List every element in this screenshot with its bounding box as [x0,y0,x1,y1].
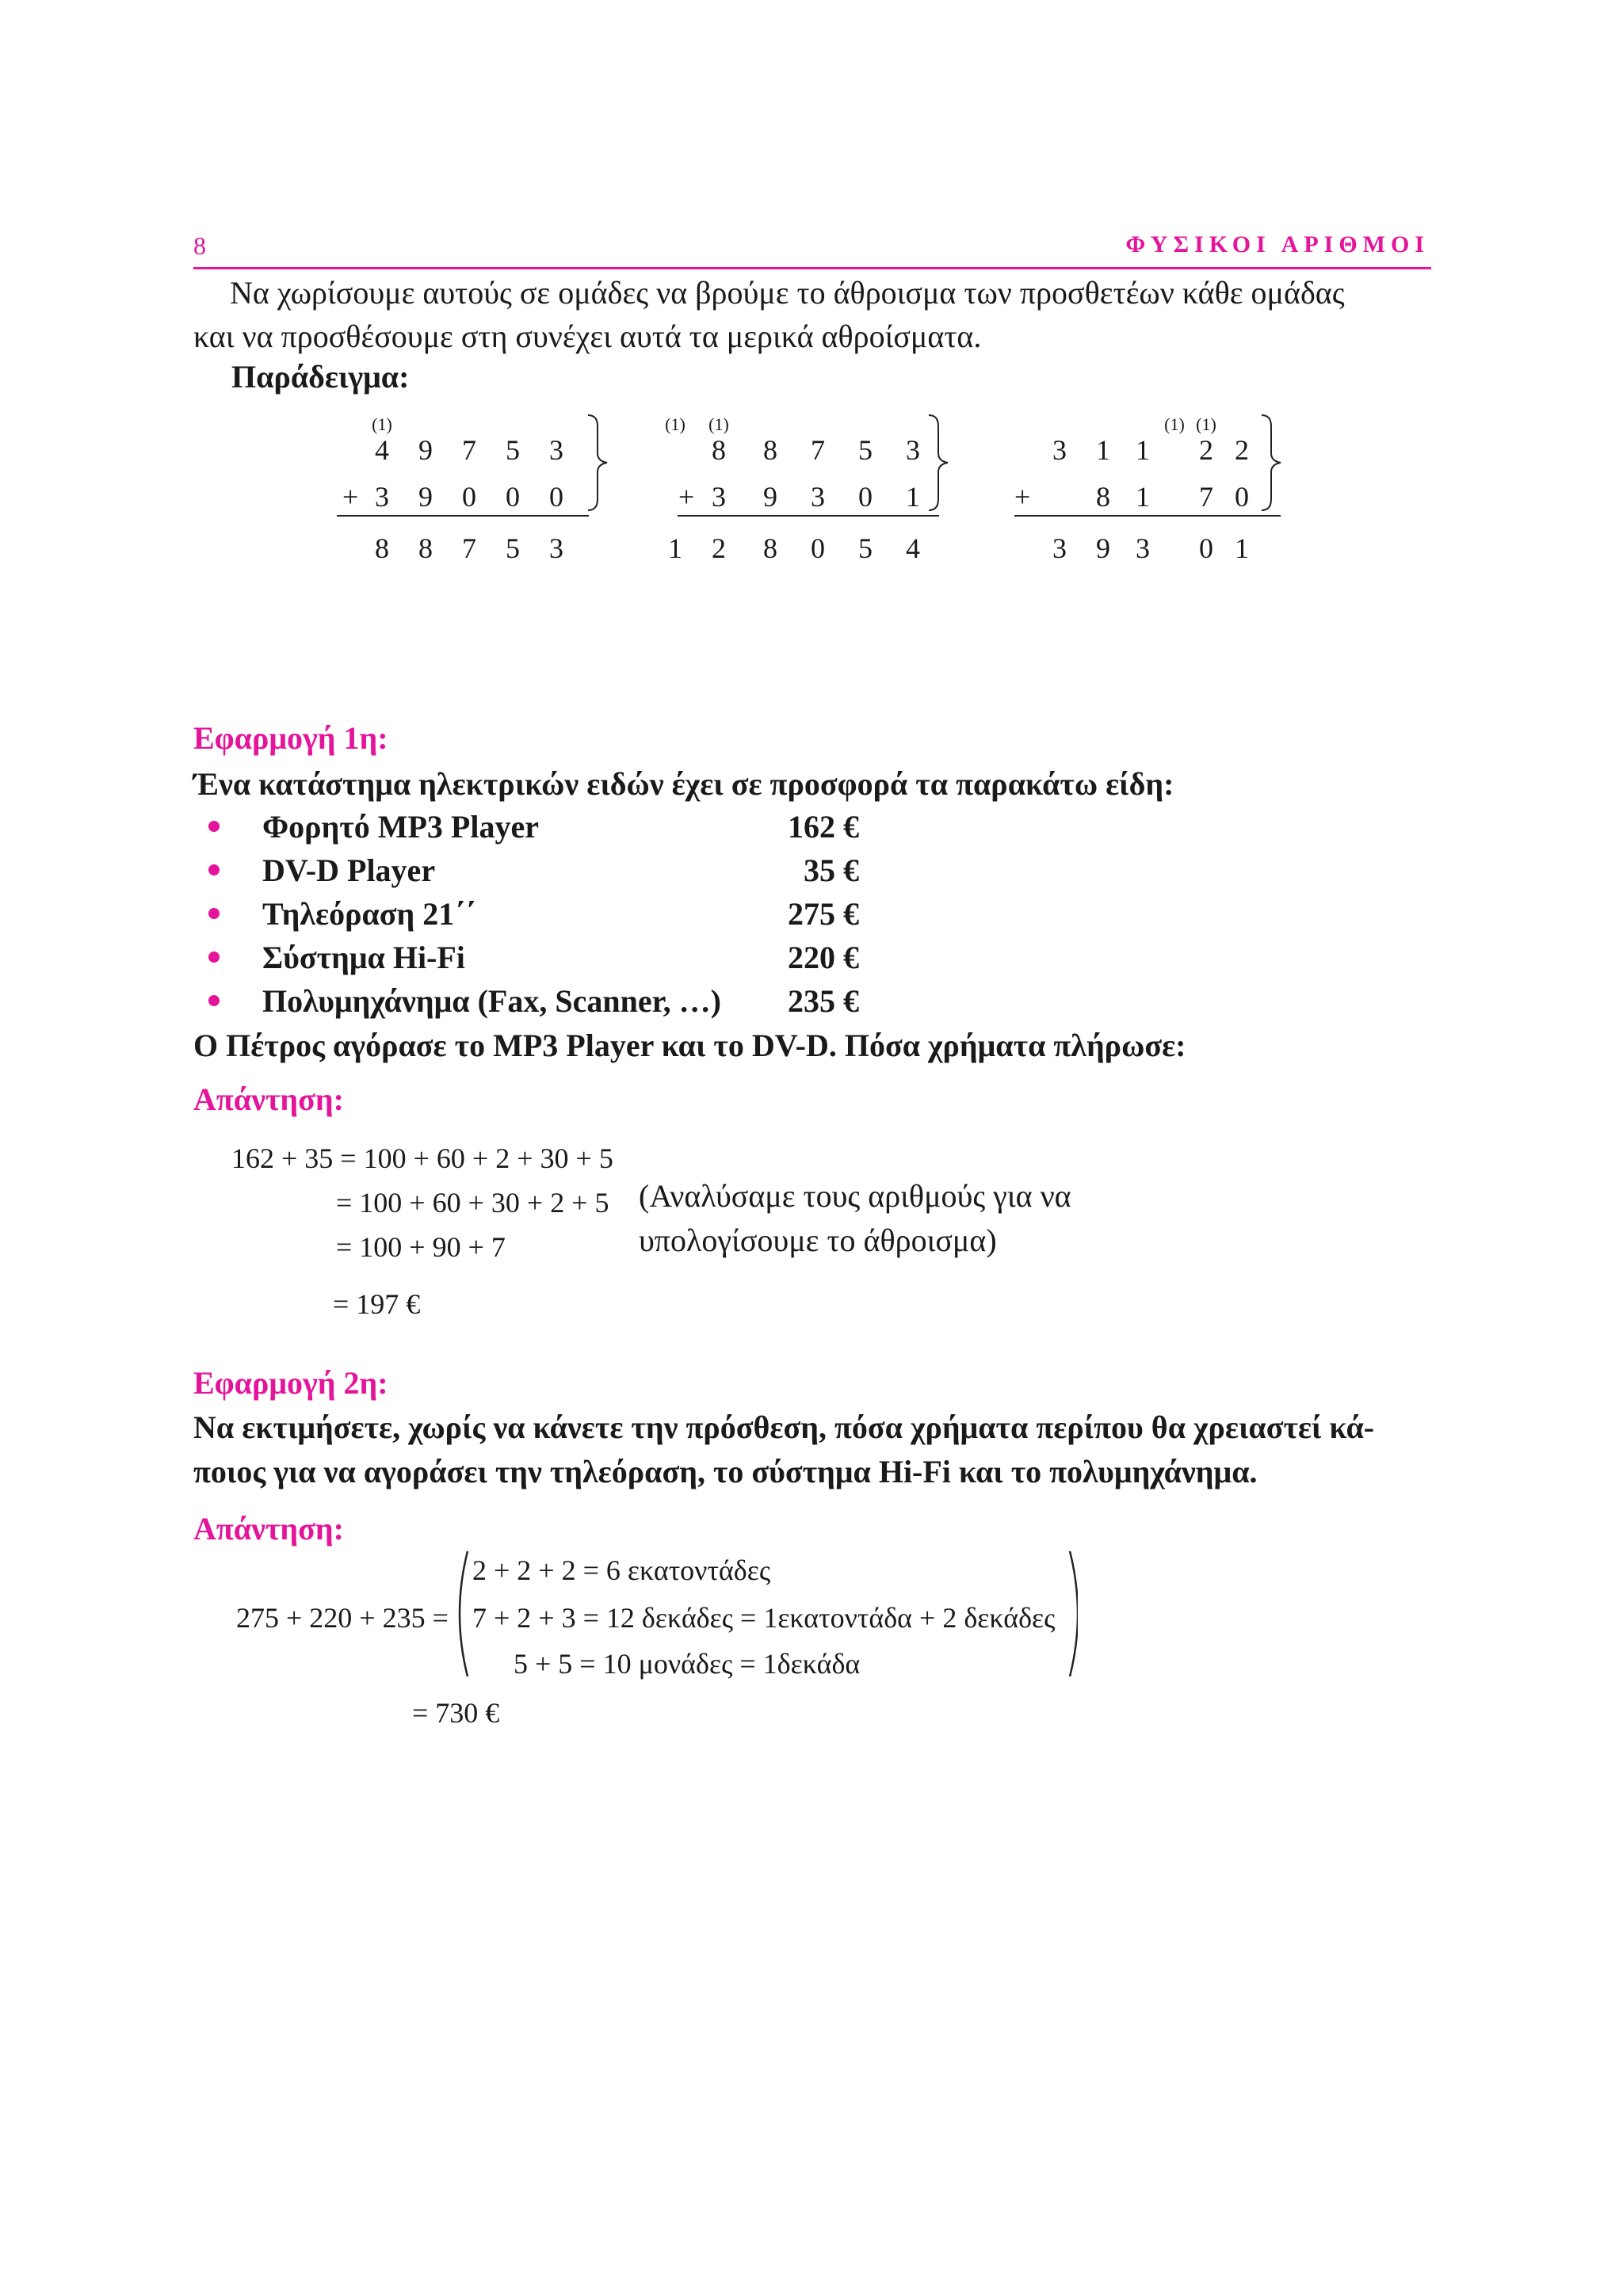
item-name: DV-D Player [262,852,436,888]
item-name: Σύστημα Hi-Fi [262,940,465,975]
addend-digit: 3 [549,434,563,466]
app2-lhs: 275 + 220 + 235 = [236,1602,449,1634]
addend-digit: 7 [462,434,476,466]
page-number: 8 [193,231,206,260]
item-name: Πολυμηχάνημα (Fax, Scanner, …) [262,983,721,1019]
sum-digit: 3 [549,532,563,564]
sum-digit: 8 [418,532,433,564]
carry-mark: (1) [372,414,392,434]
brace-icon [926,412,957,515]
bullet-icon [208,995,220,1006]
item-price: 162 € [788,809,859,845]
item-price: 275 € [788,896,859,932]
carry-mark: (1) [1164,414,1185,434]
addend-digit: 1 [1136,434,1150,466]
addend-digit: 5 [858,434,873,466]
item-name: Φορητό MP3 Player [262,809,539,845]
math-line: = 100 + 60 + 30 + 2 + 5 [336,1187,609,1219]
addend-digit: 9 [418,434,433,466]
addend-digit: 3 [906,434,920,466]
sum-digit: 2 [712,532,726,564]
app2-task-line-1: Να εκτιμήσετε, χωρίς να κάνετε την πρόσθεση, πόσα χρήματα περίπου θα χρειαστεί κά- [193,1409,1375,1445]
addend-digit: 1 [906,481,920,513]
item-price: 235 € [788,983,859,1019]
item-name: Τηλεόραση 21΄΄ [262,896,475,932]
sum-digit: 1 [1235,532,1249,564]
brace-icon [1258,412,1290,515]
sum-digit: 5 [506,532,520,564]
carry-mark: (1) [708,414,729,434]
example-label: Παράδειγμα: [231,359,410,395]
math-result: = 197 € [333,1288,421,1320]
math-line: 162 + 35 = 100 + 60 + 2 + 30 + 5 [231,1142,613,1174]
app1-question: Ο Πέτρος αγόρασε το MP3 Player και το DV-D. Πόσα χρήματα πλήρωσε: [193,1028,1186,1063]
app2-row: 7 + 2 + 3 = 12 δεκάδες = 1εκατοντάδα + 2 δεκάδες [472,1602,1056,1634]
sum-digit: 0 [811,532,825,564]
bullet-icon [208,952,220,963]
sum-digit: 5 [858,532,873,564]
brace-icon [585,412,617,515]
app2-heading: Εφαρμογή 2η: [193,1365,388,1401]
math-line: = 100 + 90 + 7 [336,1231,506,1263]
sum-digit: 0 [1199,532,1213,564]
addend-digit: 8 [712,434,726,466]
sum-digit: 1 [668,532,682,564]
sum-digit: 9 [1096,532,1110,564]
addend-digit: 2 [1199,434,1213,466]
item-price: 35 € [804,852,859,888]
addend-digit: 8 [763,434,777,466]
chapter-title: ΦΥΣΙΚΟΙ ΑΡΙΘΜΟΙ [1125,231,1430,257]
addend-digit: 3 [375,481,389,513]
carry-mark: (1) [665,414,685,434]
addend-digit: 0 [462,481,476,513]
plus-sign: + [1014,481,1031,513]
sum-digit: 7 [462,532,476,564]
bullet-icon [208,821,220,832]
addend-digit: 1 [1096,434,1110,466]
addend-digit: 7 [1199,481,1213,513]
plus-sign: + [678,481,695,513]
addend-digit: 9 [763,481,777,513]
addend-digit: 5 [506,434,520,466]
app1-task: Ένα κατάστημα ηλεκτρικών ειδών έχει σε προσφορά τα παρακάτω είδη: [193,766,1174,802]
addend-digit: 0 [858,481,873,513]
addend-digit: 9 [418,481,433,513]
app2-row: 5 + 5 = 10 μονάδες = 1δεκάδα [514,1648,861,1680]
addend-digit: 3 [811,481,825,513]
sum-digit: 8 [375,532,389,564]
addend-digit: 4 [375,434,389,466]
app2-row: 2 + 2 + 2 = 6 εκατοντάδες [472,1554,771,1586]
note-line-2: υπολογίσουμε το άθροισμα) [639,1222,997,1258]
addend-digit: 3 [1052,434,1067,466]
item-price: 220 € [788,940,859,975]
addend-digit: 7 [811,434,825,466]
app1-heading: Εφαρμογή 1η: [193,720,388,756]
sum-digit: 3 [1052,532,1067,564]
app2-task-line-2: ποιος για να αγοράσει την τηλεόραση, το σύστημα Hi-Fi και το πολυμηχάνημα. [193,1454,1258,1489]
bullet-icon [208,908,220,919]
app1-answer-label: Απάντηση: [193,1081,344,1117]
header-rule [193,267,1431,269]
plus-sign: + [342,481,359,513]
addend-digit: 3 [712,481,726,513]
sum-digit: 4 [906,532,920,564]
addend-digit: 1 [1136,481,1150,513]
sum-line [678,515,939,517]
addend-digit: 2 [1235,434,1249,466]
sum-digit: 3 [1136,532,1150,564]
app2-result: = 730 € [412,1697,500,1729]
addend-digit: 0 [1235,481,1249,513]
sum-digit: 8 [763,532,777,564]
sum-line [1014,515,1281,517]
addend-digit: 8 [1096,481,1110,513]
addend-digit: 0 [506,481,520,513]
note-line-1: (Αναλύσαμε τους αριθμούς για να [639,1178,1071,1214]
addend-digit: 0 [549,481,563,513]
app2-answer-label: Απάντηση: [193,1511,344,1547]
sum-line [337,515,589,517]
intro-line-1: Να χωρίσουμε αυτούς σε ομάδες να βρούμε το άθροισμα των προσθετέων κάθε ομάδας [230,275,1345,311]
left-paren-icon [460,1551,468,1676]
intro-line-2: και να προσθέσουμε στη συνέχει αυτά τα μερικά αθροίσματα. [193,318,982,354]
bullet-icon [208,864,220,875]
right-paren-icon [1070,1551,1078,1676]
carry-mark: (1) [1196,414,1216,434]
